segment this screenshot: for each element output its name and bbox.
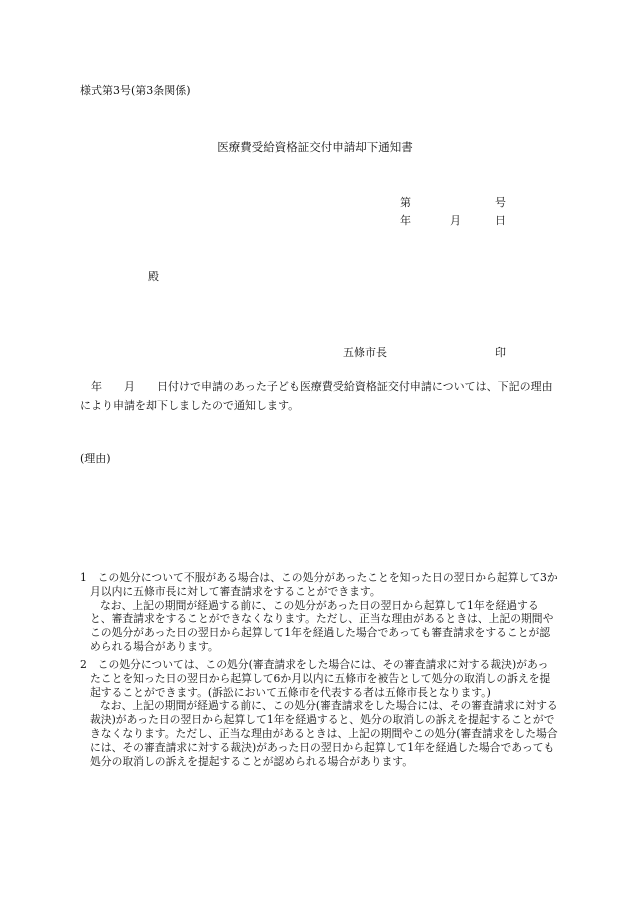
date-year-label: 年 [400, 214, 411, 227]
form-number-label: 様式第3号(第3条関係) [80, 84, 191, 97]
document-number-prefix: 第 [400, 196, 411, 209]
appeal-note-1-text: 1 この処分について不服がある場合は、この処分があったことを知った日の翌日から起算して3か月以内に五條市長に対して審査請求をすることができます。 [80, 571, 558, 598]
appeal-note-2-supplement: なお、上記の期間が経過する前に、この処分(審査請求をした場合には、その審査請求に対する裁決)があった日の翌日から起算して1年を経過すると、処分の取消しの訴えを提起することができなくなります。ただし、正当な理由があるときは、上記の期間やこの処分(審査請求をした場合には、その審査請求に対する裁決)があった日の翌日から起算して1年を経過した場合であっても処分の取消しの訴えを提起することが認められる場合があります。 [90, 699, 558, 768]
date-month-label: 月 [450, 214, 461, 227]
notice-body: 年 月 日付けで申請のあった子ども医療費受給資格証交付申請については、下記の理由により申請を却下しましたので通知します。 [80, 380, 553, 412]
issuer-name: 五條市長 [343, 346, 387, 359]
appeal-note-1 [80, 571, 558, 654]
appeal-note-2 [80, 658, 558, 768]
addressee-honorific: 殿 [148, 270, 159, 283]
appeal-note-1-supplement: なお、上記の期間が経過する前に、この処分があった日の翌日から起算して1年を経過すると、審査請求をすることができなくなります。ただし、正当な理由があるときは、上記の期間やこの処分があった日の翌日から起算して1年を経過した場合であっても審査請求をすることが認められる場合があります。 [90, 598, 554, 653]
appeal-note-2-text: 2 この処分については、この処分(審査請求をした場合には、その審査請求に対する裁決)があったことを知った日の翌日から起算して6か月以内に五條市を被告として処分の取消しの訴えを提起することができます。(訴訟において五條市を代表する者は五條市長となります。) [80, 658, 551, 699]
seal-mark: 印 [495, 346, 506, 359]
document-number-suffix: 号 [495, 196, 506, 209]
reason-label: (理由) [80, 452, 111, 465]
document-title: 医療費受給資格証交付申請却下通知書 [217, 140, 413, 154]
date-day-label: 日 [495, 214, 506, 227]
